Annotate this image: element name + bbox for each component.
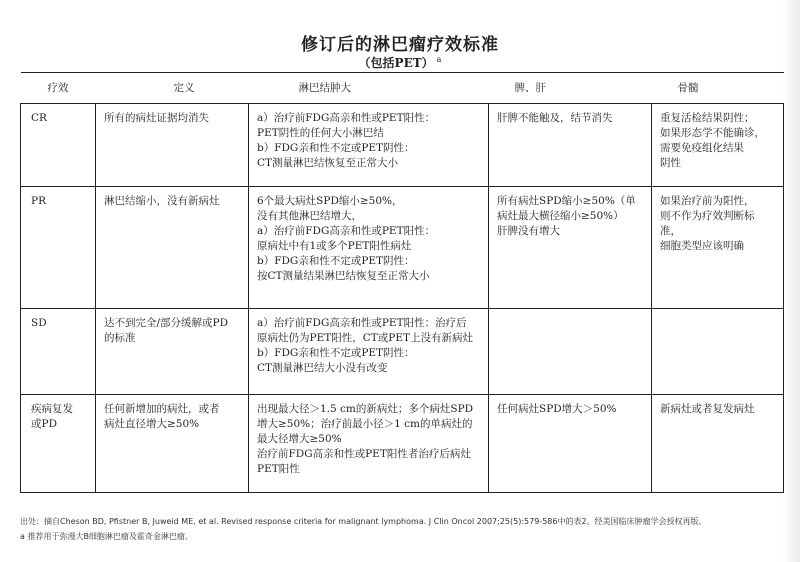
cell-bone-marrow: 如果治疗前为阳性， 则不作为疗效判断标准， 细胞类型应该明确 xyxy=(652,187,784,309)
cell-spleen-liver: 所有病灶SPD缩小≥50%（单 病灶最大横径缩小≥50%） 肝脾没有增大 xyxy=(489,187,652,309)
header-definition: 定义 xyxy=(96,73,249,104)
header-lymph-node: 淋巴结肿大 xyxy=(249,73,489,104)
cell-bone-marrow xyxy=(652,309,784,395)
cell-definition: 所有的病灶证据均消失 xyxy=(96,104,249,187)
cell-definition: 达不到完全/部分缓解或PD 的标准 xyxy=(96,309,249,395)
cell-bone-marrow: 重复活检结果阴性； 如果形态学不能确诊， 需要免疫组化结果 阴性 xyxy=(652,104,784,187)
table-row xyxy=(21,104,784,187)
cell-definition: 淋巴结缩小，没有新病灶 xyxy=(96,187,249,309)
header-efficacy: 疗效 xyxy=(21,73,96,104)
subtitle-text: （包括PET） xyxy=(358,56,434,70)
cell-efficacy: SD xyxy=(21,309,96,395)
cell-definition: 任何新增加的病灶，或者 病灶直径增大≥50% xyxy=(96,395,249,493)
cell-spleen-liver: 肝脾不能触及，结节消失 xyxy=(489,104,652,187)
page-edge-shadow xyxy=(782,0,800,562)
footnote-recommendation: a 推荐用于弥漫大B细胞淋巴瘤及霍奇金淋巴瘤。 xyxy=(20,532,193,541)
cell-lymph-node: 出现最大径＞1.5 cm的新病灶；多个病灶SPD 增大≥50%；治疗前最小径＞1 cm的单病灶的 最大径增大≥50% 治疗前FDG高亲和性或PET阳性者治疗后病灶 PET阳性 xyxy=(249,395,489,493)
cell-spleen-liver: 任何病灶SPD增大＞50% xyxy=(489,395,652,493)
cell-efficacy: 疾病复发 或PD xyxy=(21,395,96,493)
table-header-row xyxy=(21,73,784,104)
cell-lymph-node: a）治疗前FDG高亲和性或PET阳性： PET阴性的任何大小淋巴结 b）FDG亲和性不定或PET阴性： CT测量淋巴结恢复至正常大小 xyxy=(249,104,489,187)
table-row xyxy=(21,187,784,309)
cell-efficacy: CR xyxy=(21,104,96,187)
cell-lymph-node: 6个最大病灶SPD缩小≥50%， 没有其他淋巴结增大， a）治疗前FDG高亲和性或PET阳性： 原病灶中有1或多个PET阳性病灶 b）FDG亲和性不定或PET阴性： 按CT测量结果淋巴结恢复至正常大小 xyxy=(249,187,489,309)
cell-lymph-node: a）治疗前FDG高亲和性或PET阳性：治疗后 原病灶仍为PET阳性，CT或PET上没有新病灶 b）FDG亲和性不定或PET阴性： CT测量淋巴结大小没有改变 xyxy=(249,309,489,395)
header-bone-marrow: 骨髓 xyxy=(652,73,784,104)
cell-spleen-liver xyxy=(489,309,652,395)
response-criteria-table xyxy=(20,72,784,493)
table-row xyxy=(21,395,784,493)
page-title: 修订后的淋巴瘤疗效标准 xyxy=(301,35,499,55)
header-spleen-liver: 脾、肝 xyxy=(489,73,652,104)
cell-bone-marrow: 新病灶或者复发病灶 xyxy=(652,395,784,493)
cell-efficacy: PR xyxy=(21,187,96,309)
page-subtitle xyxy=(0,54,800,71)
table-row xyxy=(21,309,784,395)
subtitle-footnote-mark: a xyxy=(436,55,442,64)
footnote-source: 出处：摘自Cheson BD, Pfistner B, Juweid ME, et al. Revised response criteria for malignant lymphoma. J Clin Oncol 2007;25(5):579-586中的表2。经美国临床肿瘤学会授权再版。 xyxy=(20,517,707,526)
